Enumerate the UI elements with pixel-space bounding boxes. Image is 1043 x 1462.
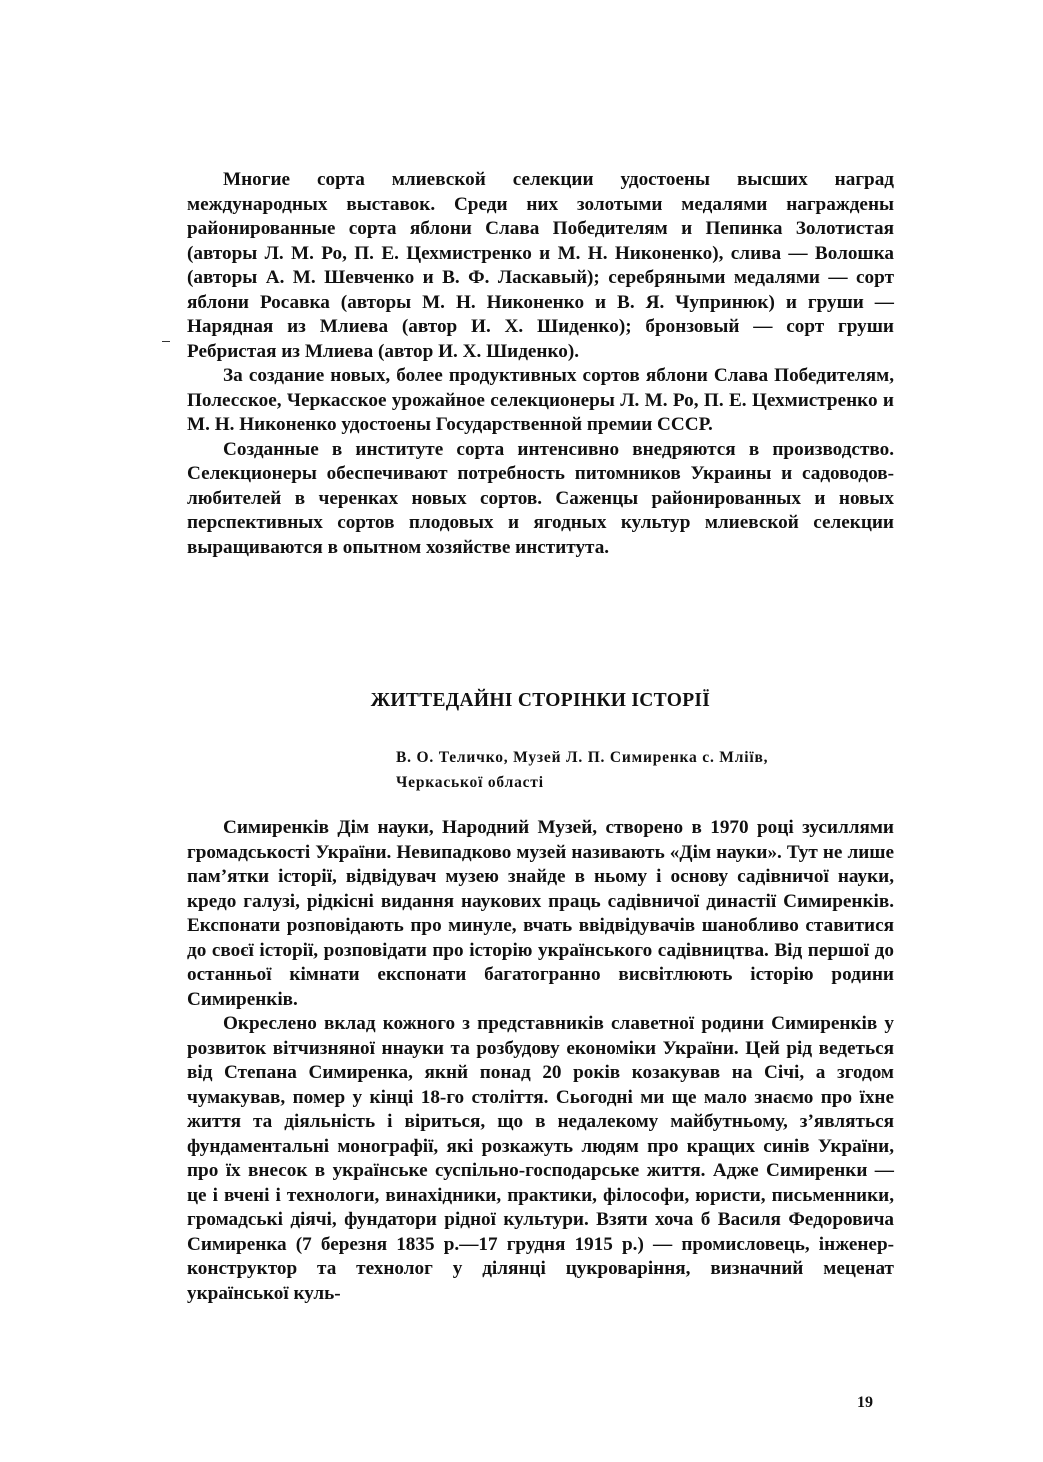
margin-mark	[162, 341, 170, 342]
russian-section	[187, 168, 894, 560]
article-paragraph-1: Симиренків Дім науки, Народний Музей, створено в 1970 році зусиллями громадськості України. Невипадково музей називають «Дім науки». Тут не лише пам’ятки історії, відвідувач музею знайде в ньому і основу садівничої науки, кредо галузі, рідкісні видання наукових праць садівничої династії Симиренків. Експонати розповідають про минуле, вчать ввідвідувачів шанобливо ставитися до своєї історії, розповідати про історію українського садівництва. Від першої до останньої кімнати експонати багатогранно висвітлюють історію родини Симиренків.	[187, 817, 894, 1010]
article-author	[396, 745, 896, 795]
article-paragraph-2: Окреслено вклад кожного з представників славетної родини Симиренків у розвиток вітчизняної ннауки та розбудову економіки України. Цей рід ведеться від Степана Симиренка, якнй понад 20 років козакував на Січі, а згодом чумакував, помер у кінці 18-го століття. Сьогодні ми ще мало знаємо про їхне життя та діяльність і віриться, що в недалекому майбутньому, з’являться фундаментальні монографії, які розкажуть людям про кращих синів України, про їх внесок в українське суспільно-господарське життя. Адже Симиренки — це і вчені і технологи, винахідники, практики, філософи, юристи, письменники, громадські діячі, фундатори рідної культури. Взяти хоча б Василя Федоровича Симиренка (7 березня 1835 р.—17 грудня 1915 р.) — промисловець, інженер-конструктор та технолог у ділянці цукроваріння, визначний меценат української куль-	[187, 1013, 894, 1304]
russian-paragraph-3: Созданные в институте сорта интенсивно внедряются в производство. Селекционеры обеспечивают потребность питомников Украины и садоводов-любителей в черенках новых сортов. Саженцы районированных и новых перспективных сортов плодовых и ягодных культур млиевской селекции выращиваются в опытном хозяйстве института.	[187, 438, 894, 558]
page-number: 19	[857, 1394, 873, 1411]
author-line-1: В. О. Теличко, Музей Л. П. Симиренка с. Мліїв,	[396, 749, 769, 766]
author-line-2: Черкаської області	[396, 774, 544, 791]
article-body	[187, 816, 894, 1306]
russian-paragraph-1: Многие сорта млиевской селекции удостоены высших наград международных выставок. Среди них золотыми медалями награждены районированные сорта яблони Слава Победителям и Пепинка Золотистая (авторы Л. М. Ро, П. Е. Цехмистренко и М. Н. Никоненко), слива — Волошка (авторы А. М. Шевченко и В. Ф. Ласкавый); серебряными медалями — сорт яблони Росавка (авторы М. Н. Никоненко и В. Я. Чупринюк) и груши — Нарядная из Млиева (автор И. Х. Шиденко); бронзовый — сорт груши Ребристая из Млиева (автор И. Х. Шиденко).	[187, 169, 894, 362]
article-title: ЖИТТЕДАЙНІ СТОРІНКИ ІСТОРІЇ	[370, 690, 711, 711]
russian-paragraph-2: За создание новых, более продуктивных сортов яблони Слава Победителям, Полесское, Черкасское урожайное селекционеры Л. М. Ро, П. Е. Цехмистренко и М. Н. Никоненко удостоены Государственной премии СССР.	[187, 365, 894, 435]
